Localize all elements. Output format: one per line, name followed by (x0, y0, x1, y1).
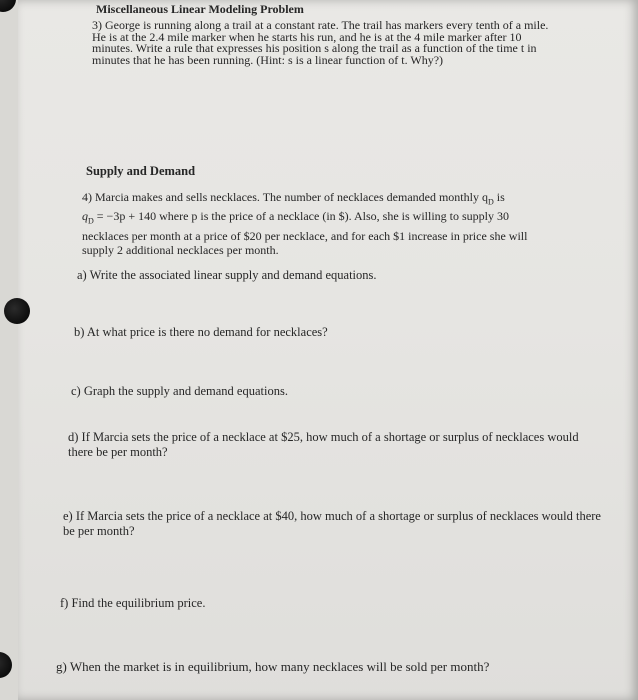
binder-hole-top (0, 0, 16, 12)
question-f: f) Find the equilibrium price. (60, 596, 206, 610)
subscript-d: D (487, 197, 494, 207)
problem-3-text: 3) George is running along a trail at a constant rate. The trail has markers every tenth of a mile. He is at the 2.4 mile marker when he starts his run, and he is at the 4 mile marker after 10 minutes. Write a rule that expresses his position s along the trail as a function of the time t in minutes that he has been running. (Hint: s is a linear function of t. Why?) (92, 18, 549, 67)
equation-subscript-d: D (88, 216, 94, 226)
binder-hole-bottom (0, 652, 12, 678)
binder-hole-middle (4, 298, 30, 324)
question-d: d) If Marcia sets the price of a necklace at $25, how much of a shortage or surplus of necklaces would there be per month? (68, 430, 579, 459)
problem-4-text (82, 190, 552, 257)
page-title: Miscellaneous Linear Modeling Problem (96, 2, 304, 16)
problem-4-rest: = −3p + 140 where p is the price of a necklace (in $). Also, she is willing to supply 30 necklaces per month at a price of $20 per necklace, and for each $1 increase in price she will supply 2 additional necklaces per month. (82, 209, 528, 257)
problem-4-line1: 4) Marcia makes and sells necklaces. The number of necklaces demanded monthly q (82, 190, 488, 204)
question-e: e) If Marcia sets the price of a necklace at $40, how much of a shortage or surplus of necklaces would there be per month? (63, 509, 601, 538)
question-b: b) At what price is there no demand for necklaces? (74, 325, 328, 339)
worksheet-page (18, 0, 638, 700)
question-g: g) When the market is in equilibrium, how many necklaces will be sold per month? (56, 659, 490, 674)
equation-q: q (82, 209, 88, 224)
problem-4-line1-end: is (493, 190, 505, 204)
question-c: c) Graph the supply and demand equations. (71, 384, 288, 398)
section-heading: Supply and Demand (86, 164, 196, 178)
question-a: a) Write the associated linear supply and demand equations. (77, 268, 377, 282)
